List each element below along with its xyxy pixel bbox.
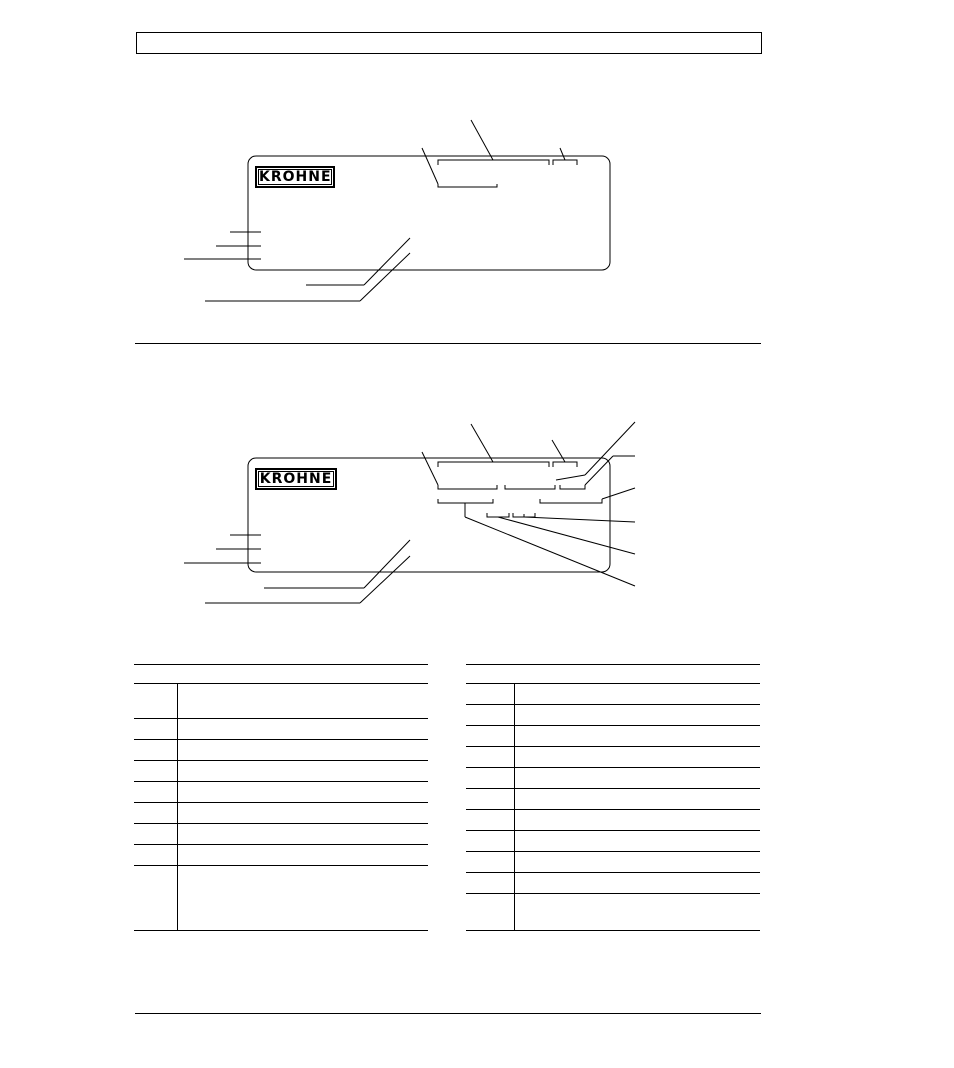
table-cell bbox=[134, 761, 178, 782]
table-cell bbox=[466, 684, 515, 705]
table-header-cell bbox=[515, 665, 761, 684]
table-header-cell bbox=[134, 665, 178, 684]
table-row bbox=[466, 684, 760, 705]
table-cell bbox=[178, 782, 429, 803]
table-cell bbox=[178, 803, 429, 824]
footer-divider bbox=[135, 1013, 761, 1014]
table-cell bbox=[466, 726, 515, 747]
table-cell bbox=[134, 684, 178, 719]
table-cell bbox=[178, 761, 429, 782]
table-row bbox=[466, 810, 760, 831]
table-row bbox=[134, 866, 428, 931]
table-row bbox=[134, 782, 428, 803]
table-cell bbox=[466, 810, 515, 831]
table-cell bbox=[466, 747, 515, 768]
table-cell bbox=[466, 894, 515, 931]
table-cell bbox=[515, 789, 761, 810]
krohne-logo-bottom bbox=[255, 468, 337, 490]
legend-table-left bbox=[134, 664, 428, 931]
table-cell bbox=[515, 831, 761, 852]
table-cell bbox=[178, 719, 429, 740]
table-row bbox=[134, 803, 428, 824]
table-row bbox=[466, 873, 760, 894]
table-cell bbox=[134, 719, 178, 740]
table-cell bbox=[466, 831, 515, 852]
table-row bbox=[134, 761, 428, 782]
table-cell bbox=[178, 866, 429, 931]
table-row bbox=[134, 719, 428, 740]
table-row bbox=[466, 894, 760, 931]
table-cell bbox=[515, 873, 761, 894]
krohne-logo-top-text: KROHNE bbox=[259, 169, 332, 185]
table-row bbox=[134, 684, 428, 719]
table-cell bbox=[515, 684, 761, 705]
table-row bbox=[134, 845, 428, 866]
table-row bbox=[466, 726, 760, 747]
table-cell bbox=[178, 845, 429, 866]
section-divider bbox=[135, 343, 761, 344]
krohne-logo-bottom-text: KROHNE bbox=[259, 471, 333, 487]
table-row bbox=[466, 789, 760, 810]
table-row bbox=[466, 852, 760, 873]
table-cell bbox=[134, 866, 178, 931]
legend-table-right bbox=[466, 664, 760, 931]
table-cell bbox=[134, 782, 178, 803]
table-row bbox=[134, 740, 428, 761]
table-header-cell bbox=[466, 665, 515, 684]
table-cell bbox=[178, 684, 429, 719]
table-row bbox=[134, 824, 428, 845]
table-cell bbox=[466, 768, 515, 789]
table-cell bbox=[515, 726, 761, 747]
table-cell bbox=[466, 873, 515, 894]
table-row bbox=[466, 705, 760, 726]
table-cell bbox=[515, 810, 761, 831]
table-cell bbox=[134, 845, 178, 866]
table-cell bbox=[515, 747, 761, 768]
table-row bbox=[466, 768, 760, 789]
footer-text bbox=[135, 1018, 761, 1032]
table-cell bbox=[134, 803, 178, 824]
table-header-row bbox=[466, 665, 760, 684]
table-cell bbox=[466, 705, 515, 726]
table-cell bbox=[178, 740, 429, 761]
table-cell bbox=[515, 705, 761, 726]
table-cell bbox=[134, 824, 178, 845]
table-row bbox=[466, 831, 760, 852]
table-cell bbox=[178, 824, 429, 845]
table-cell bbox=[515, 894, 761, 931]
krohne-logo-top bbox=[255, 166, 335, 188]
table-cell bbox=[466, 852, 515, 873]
table-header-row bbox=[134, 665, 428, 684]
table-header-cell bbox=[178, 665, 429, 684]
table-cell bbox=[466, 789, 515, 810]
table-cell bbox=[134, 740, 178, 761]
table-cell bbox=[515, 768, 761, 789]
table-cell bbox=[515, 852, 761, 873]
table-row bbox=[466, 747, 760, 768]
